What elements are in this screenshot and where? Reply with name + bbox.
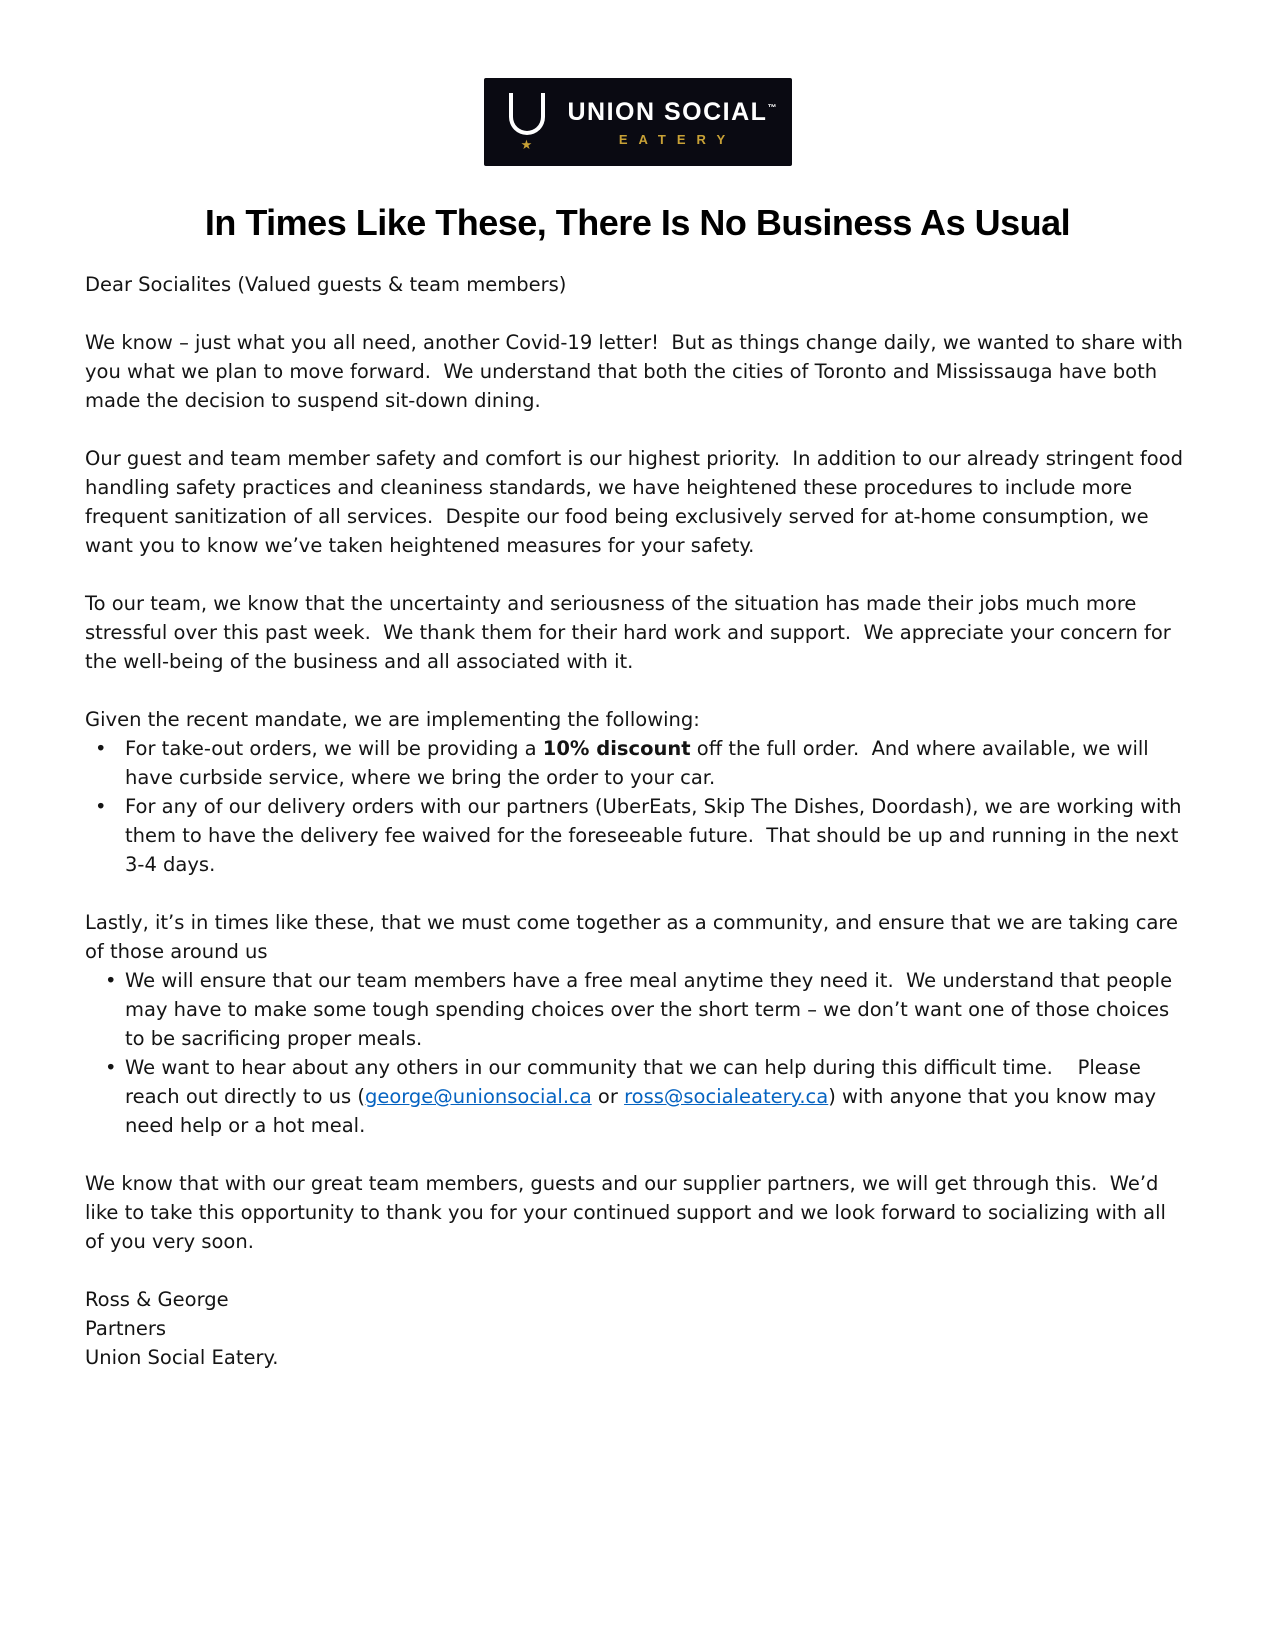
signature-role: Partners [85,1317,167,1340]
logo-subtitle: EATERY [618,131,737,147]
logo-brand-name [568,98,777,127]
signature-company: Union Social Eatery. [85,1346,279,1369]
mandate-list [85,734,1190,879]
paragraph-team: To our team, we know that the uncertainty and seriousness of the situation has made their jobs much more stressful over this past week. We thank them for their hard work and support. We appreciate your concern for the well-being of the business and all associated with it. [85,592,1178,673]
u-shape [509,93,545,135]
logo-brand-text: UNION SOCIAL [567,97,768,126]
signature-block [85,1285,1190,1372]
list-item-outreach [85,1053,1190,1140]
outreach-text-mid: or [591,1085,625,1108]
outreach-text-pre: We want to hear about any others in our community that we can help during this difficult time. Please reach out directly to us ( [125,1056,1148,1108]
trademark-symbol: ™ [767,102,777,113]
email-link-ross[interactable]: ross@socialeatery.ca [624,1085,829,1108]
list-item-free-meals [85,966,1190,1053]
logo-wordmark [568,98,777,147]
list-item-takeout [85,734,1190,792]
star-icon: ★ [520,137,533,153]
takeout-text-pre: For take-out orders, we will be providing a [125,737,543,760]
outreach-text-post: ) with anyone that you know may need help or a hot meal. [125,1085,1163,1137]
union-social-logo [484,78,792,166]
email-link-george[interactable]: george@unionsocial.ca [364,1085,592,1108]
u-monogram-icon [500,93,554,152]
paragraph-closing: We know that with our great team members, guests and our supplier partners, we will get through this. We’d like to take this opportunity to thank you for your continued support and we look forward to socializing with all of you very soon. [85,1172,1173,1253]
paragraph-intro: We know – just what you all need, another Covid-19 letter! But as things change daily, we wanted to share with you what we plan to move forward. We understand that both the cities of Toronto and Mississauga have both made the decision to suspend sit-down dining. [85,331,1190,412]
community-list [85,966,1190,1140]
paragraph-safety: Our guest and team member safety and comfort is our highest priority. In addition to our already stringent food handling safety practices and cleaniness standards, we have heightened these procedures to include more frequent sanitization of all services. Despite our food being exclusively served for at-home consumption, we want you to know we’ve taken heightened measures for your safety. [85,447,1190,557]
delivery-text: For any of our delivery orders with our partners (UberEats, Skip The Dishes, Doordash), we are working with them to have the delivery fee waived for the foreseeable future. That should be up and running in the next 3-4 days. [125,795,1188,876]
discount-bold-text: 10% discount [542,737,691,760]
list-item-delivery [85,792,1190,879]
free-meals-text: We will ensure that our team members have a free meal anytime they need it. We understand that people may have to make some tough spending choices over the short term – we don’t want one of those choices to be sacrificing proper meals. [125,969,1179,1050]
paragraph-community-intro: Lastly, it’s in times like these, that we must come together as a community, and ensure that we are taking care of those around us [85,911,1185,963]
takeout-text-post: off the full order. And where available, we will have curbside service, where we bring the order to your car. [125,737,1155,789]
letter-body [85,270,1190,1372]
salutation: Dear Socialites (Valued guests & team members) [85,273,567,296]
page-title: In Times Like These, There Is No Business As Usual [204,202,1071,243]
signature-names: Ross & George [85,1288,229,1311]
paragraph-mandate-intro: Given the recent mandate, we are implementing the following: [85,708,700,731]
